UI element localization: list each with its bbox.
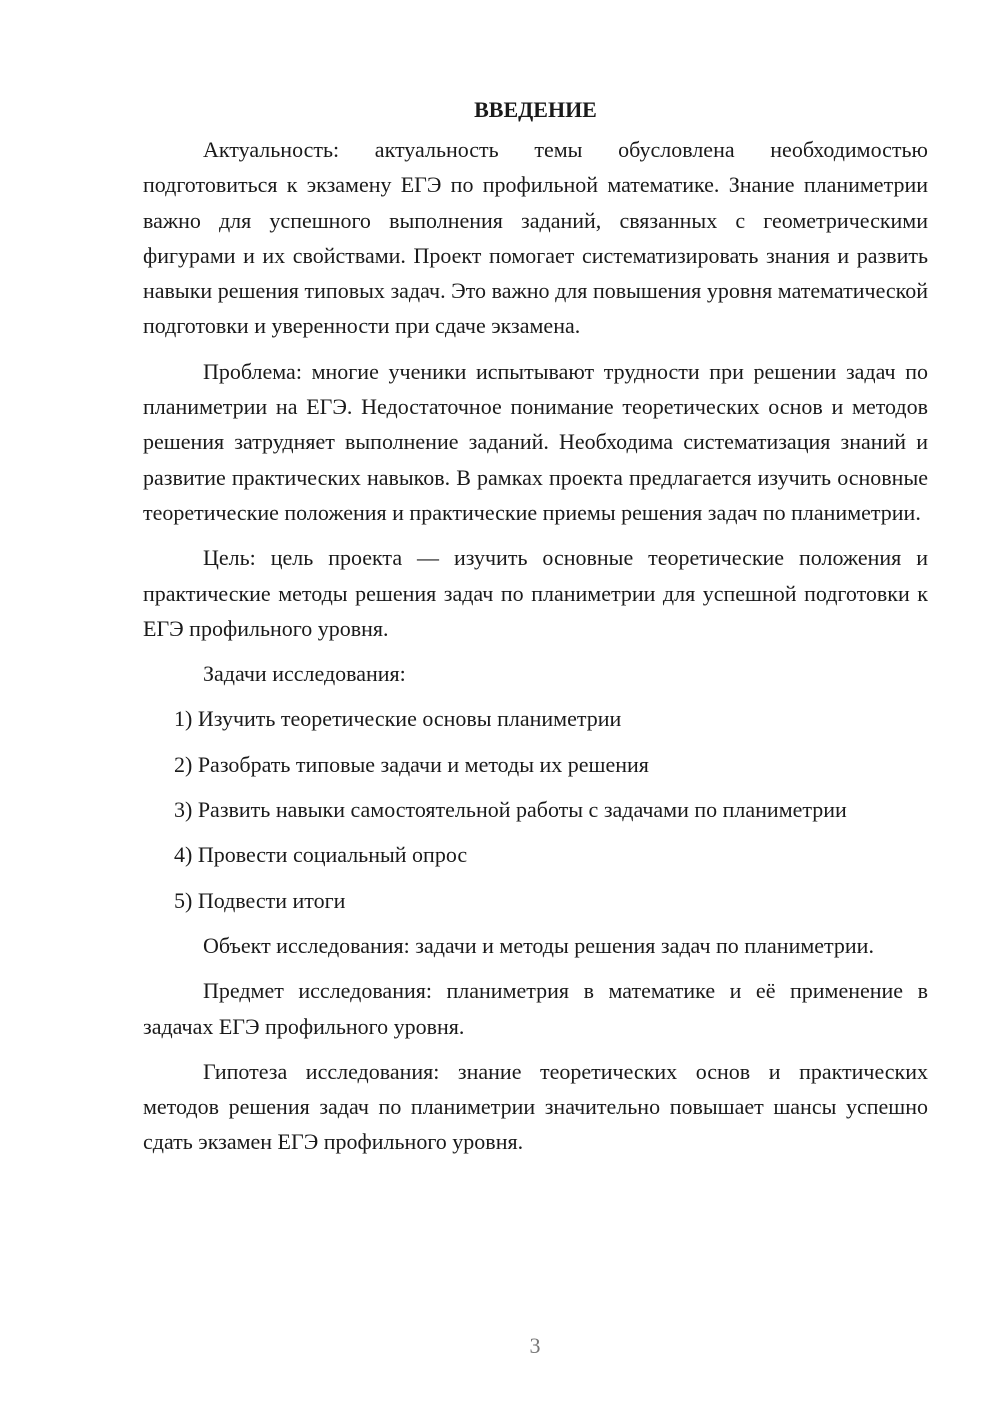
tasks-heading: Задачи исследования:: [203, 661, 406, 687]
paragraph-hypothesis: Гипотеза исследования: знание теоретических основ и практических методов решения задач по планиметрии значительно повышает шансы успешно сдать экзамен ЕГЭ профильного уровня.: [143, 1058, 928, 1155]
paragraph-subject: Предмет исследования: планиметрия в математике и её применение в задачах ЕГЭ профильного уровня.: [143, 978, 928, 1039]
paragraph-goal: Цель: цель проекта — изучить основные теоретические положения и практические методы решения задач по планиметрии для успешной подготовки к ЕГЭ профильного уровня.: [143, 545, 928, 641]
task-item-1: 1) Изучить теоретические основы планиметрии: [174, 706, 622, 732]
task-item-2: 2) Разобрать типовые задачи и методы их решения: [174, 751, 649, 777]
page-number: 3: [529, 1333, 541, 1358]
task-item-3: 3) Развить навыки самостоятельной работы с задачами по планиметрии: [174, 797, 847, 823]
tasks-list: [143, 701, 928, 917]
paragraph-problem: Проблема: многие ученики испытывают трудности при решении задач по планиметрии на ЕГЭ. Недостаточное понимание теоретических основ и методов решения затрудняет выполнение заданий. Необходима систематизация знаний и развитие практических навыков. В рамках проекта предлагается изучить основные теоретические положения и практические приемы решения задач по планиметрии.: [143, 358, 928, 525]
section-heading: ВВЕДЕНИЕ: [474, 97, 597, 122]
task-item-4: 4) Провести социальный опрос: [174, 842, 468, 868]
paragraph-relevance: Актуальность: актуальность темы обусловлена необходимостью подготовиться к экзамену ЕГЭ по профильной математике. Знание планиметрии важно для успешного выполнения заданий, связанных с геометрическими фигурами и их свойствами. Проект помогает систематизировать знания и развить навыки решения типовых задач. Это важно для повышения уровня математической подготовки и уверенности при сдаче экзамена.: [143, 137, 928, 339]
document-page: [143, 92, 928, 1170]
task-item-5: 5) Подвести итоги: [174, 887, 346, 913]
paragraph-object: Объект исследования: задачи и методы решения задач по планиметрии.: [203, 932, 874, 958]
